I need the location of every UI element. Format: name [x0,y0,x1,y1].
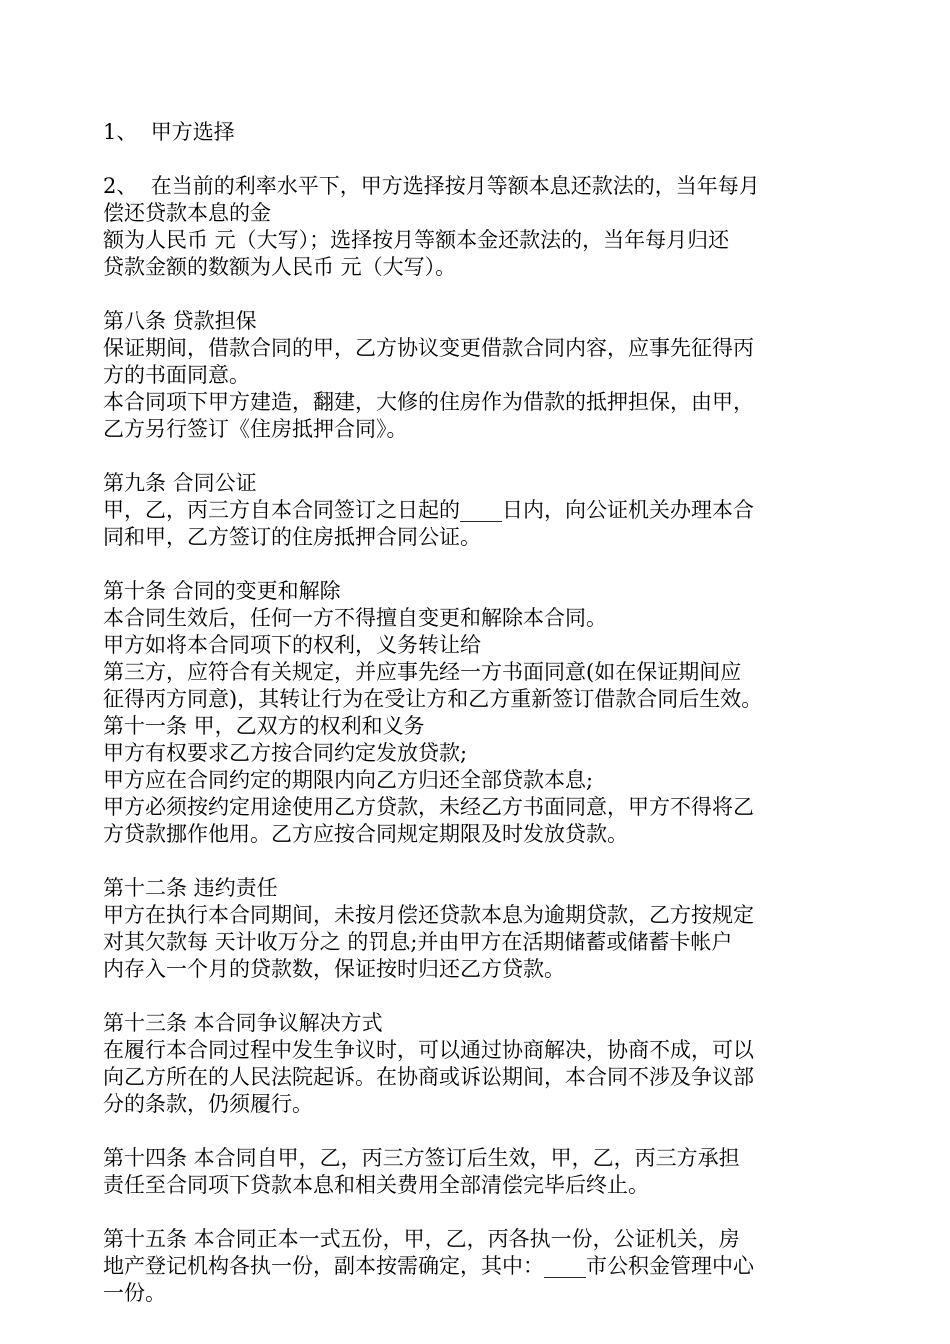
blank-line [103,281,850,308]
text-line: 对其欠款每 天计收万分之 的罚息;并由甲方在活期储蓄或储蓄卡帐户 [103,930,733,954]
text-line: 甲方在执行本合同期间，未按月偿还贷款本息为逾期贷款，乙方按规定 [103,903,754,927]
text-line: 内存入一个月的贷款数，保证按时归还乙方贷款。 [103,957,565,981]
text-line: 偿还贷款本息的金 [103,201,271,225]
article-heading: 第十四条 本合同自甲，乙，丙三方签订后生效，甲，乙，丙三方承担 [103,1146,740,1170]
text-line: 在履行本合同过程中发生争议时，可以通过协商解决，协商不成，可以 [103,1038,754,1062]
article-heading: 第八条 贷款担保 [103,309,257,333]
blank-line [103,1199,850,1226]
text-line: 2、 在当前的利率水平下，甲方选择按月等额本息还款法的，当年每月 [103,174,760,198]
text-line: 第三方，应符合有关规定，并应事先经一方书面同意(如在保证期间应 [103,660,742,684]
text-line: 额为人民币 元（大写）；选择按月等额本金还款法的，当年每月归还 [103,228,730,252]
text-line: 同和甲，乙方签订的住房抵押合同公证。 [103,525,481,549]
article-heading: 第十五条 本合同正本一式五份，甲，乙，丙各执一份，公证机关，房 [103,1227,740,1251]
text-line: 甲方有权要求乙方按合同约定发放贷款; [103,741,468,765]
article-heading: 第十二条 违约责任 [103,876,278,900]
text-line: 地产登记机构各执一份，副本按需确定，其中：____市公积金管理中心 [103,1254,754,1278]
article-heading: 第十一条 甲，乙双方的权利和义务 [103,714,425,738]
blank-line [103,1118,850,1145]
text-line: 甲方如将本合同项下的权利，义务转让给 [103,633,481,657]
text-line: 甲方必须按约定用途使用乙方贷款，未经乙方书面同意，甲方不得将乙 [103,795,754,819]
blank-line [103,983,850,1010]
text-line: 本合同生效后，任何一方不得擅自变更和解除本合同。 [103,606,607,630]
text-line: 保证期间，借款合同的甲，乙方协议变更借款合同内容，应事先征得丙 [103,336,754,360]
text-line: 分的条款，仍须履行。 [103,1092,313,1116]
document-page [103,119,850,1307]
blank-line [103,848,850,875]
text-line: 方贷款挪作他用。乙方应按合同规定期限及时发放贷款。 [103,822,628,846]
text-line: 向乙方所在的人民法院起诉。在协商或诉讼期间，本合同不涉及争议部 [103,1065,754,1089]
text-line: 方的书面同意。 [103,363,250,387]
article-heading: 第九条 合同公证 [103,471,257,495]
blank-line [103,443,850,470]
blank-line [103,551,850,578]
text-line: 乙方另行签订《住房抵押合同》。 [103,417,408,441]
text-line: 贷款金额的数额为人民币 元（大写）。 [103,255,457,279]
text-line: 1、 甲方选择 [103,120,235,144]
text-line: 一份。 [103,1281,166,1305]
text-line: 征得丙方同意)，其转让行为在受让方和乙方重新签订借款合同后生效。 [103,687,763,711]
article-heading: 第十条 合同的变更和解除 [103,579,341,603]
text-line: 甲，乙，丙三方自本合同签订之日起的____日内，向公证机关办理本合 [103,498,754,522]
text-line: 甲方应在合同约定的期限内向乙方归还全部贷款本息; [103,768,594,792]
article-heading: 第十三条 本合同争议解决方式 [103,1011,383,1035]
text-line: 责任至合同项下贷款本息和相关费用全部清偿完毕后终止。 [103,1173,649,1197]
text-line: 本合同项下甲方建造，翻建，大修的住房作为借款的抵押担保，由甲， [103,390,754,414]
blank-line [103,146,850,173]
